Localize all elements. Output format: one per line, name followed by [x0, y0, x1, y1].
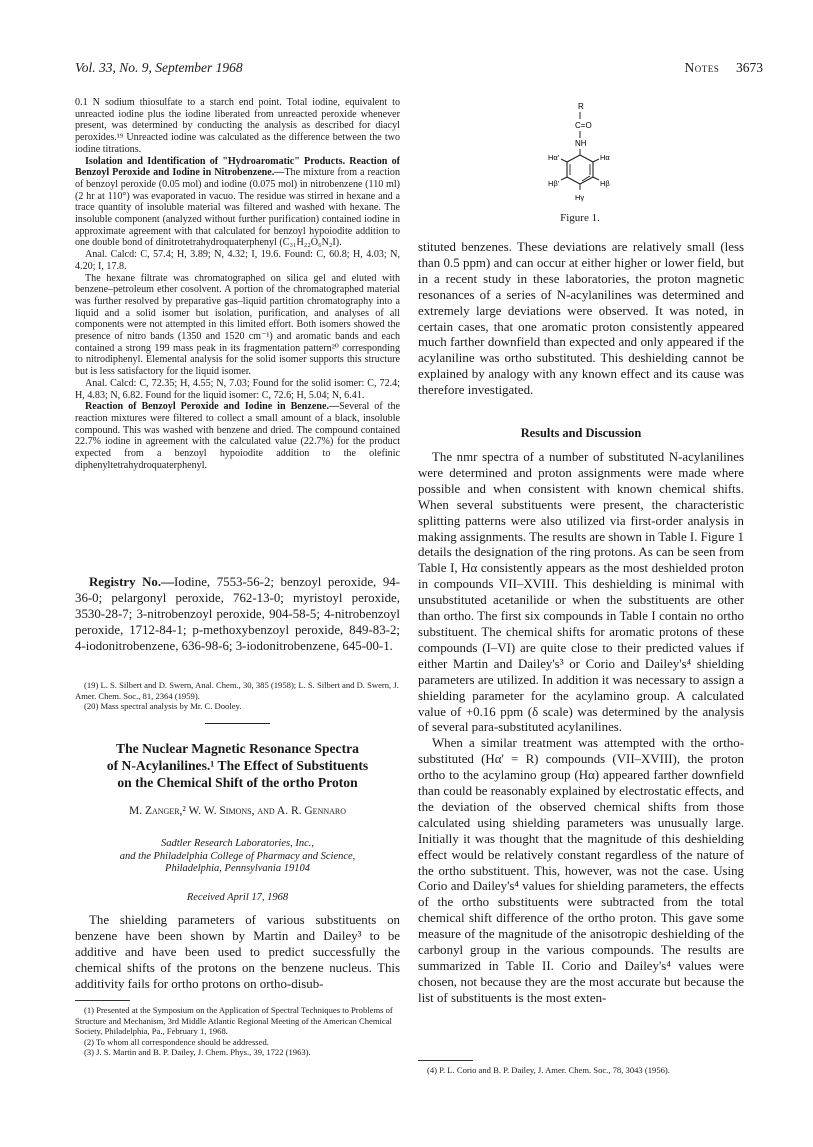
- affiliation-line: and the Philadelphia College of Pharmacy and Science,: [119, 850, 356, 862]
- received-date: Received April 17, 1968: [186, 892, 289, 903]
- bond: [593, 159, 599, 162]
- paragraph: [75, 401, 400, 471]
- section-heading: Results and Discussion: [520, 426, 642, 440]
- title-line: The Nuclear Magnetic Resonance Spectra: [116, 741, 359, 756]
- paragraph: stituted benzenes. These deviations are relatively small (less than 0.5 ppm) and can occur at either higher or lower field, but in a recent study in these laboratories, the proton magnetic resonances of a series of N-acylanilines was determined and extremely large deviations were observed. It was noted, in certain cases, that one aromatic proton consistently appeared much farther downfield than expected and only appeared if the acylaniline was ortho substituted. This deshielding cannot be explained by analogy with any known effect and its cause was therefore investigated.: [418, 240, 744, 398]
- label-h-alpha: Hα: [600, 153, 610, 162]
- label-carbonyl: C=O: [575, 121, 592, 130]
- paragraph: The nmr spectra of a number of substituted N-acylanilines were determined and proton assignments were made where possible and when consistent with known chemical shifts. When several substituents were present, the characteristic splitting patterns were also utilized via first-order analysis in making assignments. The results are shown in Table I. Figure 1 details the designation of the ring protons. As can be seen from Table I, Hα consistently appears as the most deshielded proton in compounds VII–XVIII. This deshielding is minimal with unsubstituted acetanilide or when the substituents are other than ortho. The first six compounds in Table I contain no ortho substituent. The chemical shifts for aromatic protons of these compounds (I–VI) are quite close to their predicted values if either Martin and Dailey's³ or Corio and Dailey's⁴ shielding parameters are utilized. In addition it was necessary to assign a shielding parameter for the acylamino group. A calculated value of +0.16 ppm (δ scale) was determined by the analysis of several para-substituted acylanilines.: [418, 450, 744, 735]
- article-title: [75, 740, 400, 791]
- page-number: 3673: [736, 60, 763, 75]
- label-h-beta-prime: Hβ': [548, 179, 560, 188]
- bond: [593, 177, 599, 180]
- affiliation-line: Sadtler Research Laboratories, Inc.,: [160, 838, 314, 849]
- bond: [561, 177, 567, 180]
- section-name: Notes: [684, 60, 720, 75]
- analysis-line: Anal. Calcd: C, 57.4; H, 3.89; N, 4.32; I, 19.6. Found: C, 60.8; H, 4.03; N, 4.20; I, 17.8.: [75, 249, 400, 272]
- paragraph: When a similar treatment was attempted with the ortho-substituted (Hα' = R) compounds (VII–XVIII), the proton ortho to the acylamino group (Hα) appeared farther downfield than could be reasonably explained by electrostatic effects, and the deviation of the observed chemical shifts from those calculated using shielding parameters was unusually large. Initially it was thought that the magnitude of this deshielding effect would be relatively constant regardless of the nature of the ortho substituent. This, however, was not the case. Using Corio and Dailey's⁴ values for shielding parameters, the effects of the ortho substituents were subtracted from the total chemical shift difference of the ortho proton. This gave some measure of the magnitude of the anisotropic deshielding of the carbonyl group in the various compounds. The results are summarized in Table II. Corio and Dailey's⁴ values were chosen, not because they are the most accurate but because the list of substituents is the most exten-: [418, 736, 744, 1005]
- figure-1-structure: [530, 100, 650, 208]
- benzene-ring: [567, 155, 593, 184]
- bond: [561, 159, 567, 162]
- paragraph: 0.1 N sodium thiosulfate to a starch end point. Total iodine, equivalent to unreacted iodine plus the iodine liberated from unreacted peroxide whenever present, was determined by conducting the analysis as described for diacyl peroxides.¹⁹ Unreacted iodine was calculated as the difference between the two iodine titrations.: [75, 97, 400, 155]
- subsection-title: Isolation and Identification of "Hydroaromatic" Products. Reaction of Benzoyl Peroxide and Iodine in Nitrobenzene.—: [75, 155, 400, 179]
- label-h-gamma: Hγ: [575, 193, 585, 202]
- subsection-text: Several of the reaction mixtures were filtered to collect a small amount of a black, insoluble compound. This was washed with benzene and dried. The compound contained 22.7% iodine in agreement with the calculated value (22.7%) for the product expected from a benzoyl hypoiodite addition to the olefinic diphenyltetrahydroquaterphenyl.: [75, 401, 400, 471]
- label-h-alpha-prime: Hα': [548, 153, 560, 162]
- label-r: R: [578, 102, 584, 111]
- paragraph: [75, 156, 400, 250]
- footnote-1: (1) Presented at the Symposium on the Application of Spectral Techniques to Problems of Structure and Mechanism, 3rd Middle Atlantic Regional Meeting of the American Chemical Society, Philadelphia, Pa., February 1, 1968.: [75, 1005, 393, 1037]
- footnote-19: (19) L. S. Silbert and D. Swern, Anal. Chem., 30, 385 (1958); L. S. Silbert and D. Swern, J. Amer. Chem. Soc., 81, 2364 (1959).: [75, 680, 399, 701]
- footnote-rule: [418, 1060, 473, 1061]
- subsection-title: Reaction of Benzoyl Peroxide and Iodine in Benzene.—: [85, 401, 340, 413]
- registry-text: Iodine, 7553-56-2; benzoyl peroxide, 94-36-0; pelargonyl peroxide, 762-13-0; myristoyl peroxide, 3530-28-7; 3-nitrobenzoyl peroxide, 904-58-5; 4-nitrobenzoyl peroxide, 1712-84-1; p-methoxybenzoyl peroxide, 849-83-2; 4-iodonitrobenzene, 636-98-6; 3-iodonitrobenzene, 645-00-1.: [75, 575, 400, 653]
- figure-caption: Figure 1.: [560, 212, 600, 224]
- affiliation: [75, 838, 400, 876]
- results-text: [418, 450, 744, 1055]
- journal-volume: Vol. 33, No. 9, September 1968: [75, 60, 243, 75]
- registry-paragraph: [75, 575, 400, 655]
- intro-continued: [418, 240, 744, 399]
- affiliation-line: Philadelphia, Pennsylvania 19104: [165, 863, 310, 875]
- footnote-rule: [75, 1000, 130, 1001]
- footnotes-bottom: [75, 1005, 400, 1058]
- title-line: on the Chemical Shift of the ortho Proton: [117, 775, 358, 790]
- title-line: of N-Acylanilines.¹ The Effect of Substituents: [106, 758, 369, 773]
- introduction: [75, 913, 400, 993]
- footnote-3: (3) J. S. Martin and B. P. Dailey, J. Chem. Phys., 39, 1722 (1963).: [84, 1047, 311, 1058]
- subsection-text: The mixture from a reaction of benzoyl peroxide (0.05 mol) and iodine (0.075 mol) in nitrobenzene (110 ml) (2 hr at 110°) was evaporated in vacuo. The residue was stirred in hexane and a trace quantity of insoluble material was filtered and washed with hexane. The insoluble component (analyzed without further purification) contained iodine in approximate agreement with that calculated for benzoyl hypoiodite addition to one double bond of dinitrotetrahydroquaterphenyl (C₃₁H₂₂O₆N₂I).: [75, 167, 400, 249]
- authors: M. Zanger,² W. W. Simons, and A. R. Gennaro: [128, 805, 347, 817]
- footnote-text: (4) P. L. Corio and B. P. Dailey, J. Amer. Chem. Soc., 78, 3043 (1956).: [427, 1065, 670, 1075]
- footnote-4: [418, 1065, 744, 1076]
- divider: [205, 723, 270, 724]
- registry-block: [75, 575, 400, 655]
- analysis-line: Anal. Calcd: C, 72.35; H, 4.55; N, 7.03; Found for the solid isomer: C, 72.4; H, 4.83; N, 6.82. Found for the liquid isomer: C, 72.6; H, 5.04; N, 6.41.: [75, 377, 400, 401]
- label-h-beta: Hβ: [600, 179, 610, 188]
- experimental-text: [75, 97, 400, 472]
- footnotes-top: [75, 680, 400, 712]
- paragraph: The hexane filtrate was chromatographed on silica gel and eluted with benzene–petroleum ether cosolvent. A portion of the chromatographed material was further resolved by preparative gas–liquid partition chromatography into a liquid and a solid isomer but isolation, purification, and analyses of all components were not attempted in this limited effort. Both isomers showed the presence of nitro bands (1350 and 1520 cm⁻¹) and aromatic bands and each contained a strong 199 mass peak in its fragmentation pattern²⁰ corresponding to nitrodiphenyl. Elemental analysis for the solid isomer supports this structure but is less satisfactory for the liquid isomer.: [75, 272, 400, 378]
- label-nh: NH: [575, 139, 587, 148]
- page-header-right: [685, 60, 764, 76]
- intro-paragraph: The shielding parameters of various substituents on benzene have been shown by Martin and Dailey³ to be additive and have been used to predict successfully the chemical shifts of the protons on the benzene nucleus. This additivity fails for ortho protons on ortho-disub-: [75, 913, 400, 991]
- footnote-20: (20) Mass spectral analysis by Mr. C. Dooley.: [84, 701, 242, 712]
- registry-label: Registry No.—: [89, 575, 174, 589]
- footnote-2: (2) To whom all correspondence should be addressed.: [84, 1036, 269, 1047]
